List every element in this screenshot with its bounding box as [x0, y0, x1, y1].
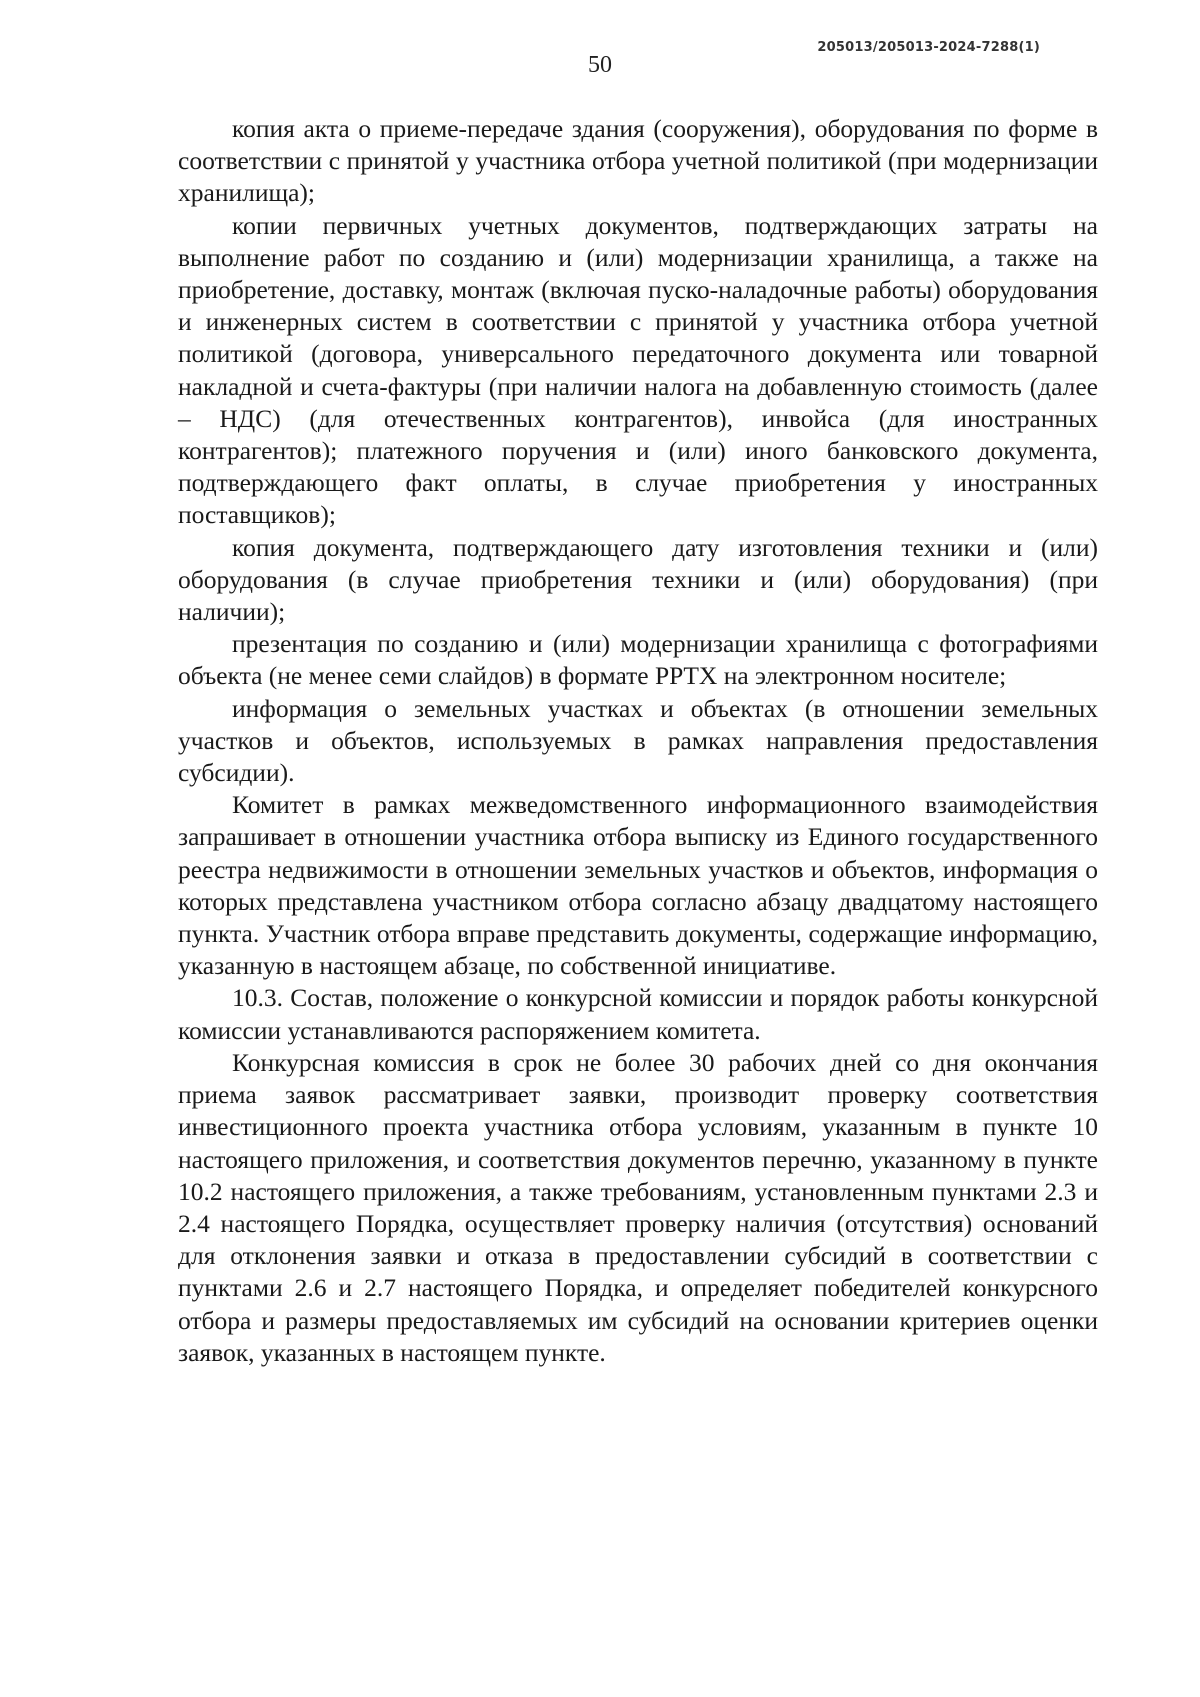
paragraph: копия акта о приеме-передаче здания (сооружения), оборудования по форме в соответствии с принятой у участника отбора учетной политикой (при модернизации хранилища); — [178, 114, 1098, 208]
paragraph: 10.3. Состав, положение о конкурсной комиссии и порядок работы конкурсной комиссии устанавливаются распоряжением комитета. — [178, 983, 1098, 1045]
paragraph: копии первичных учетных документов, подтверждающих затраты на выполнение работ по созданию и (или) модернизации хранилища, а также на приобретение, доставку, монтаж (включая пуско-наладочные работы) оборудования и инженерных систем в соответствии с принятой у участника отбора учетной политикой (договора, универсального передаточного документа или товарной накладной и счета-фактуры (при наличии налога на добавленную стоимость (далее – НДС) (для отечественных контрагентов), инвойса (для иностранных контрагентов); платежного поручения и (или) иного банковского документа, подтверждающего факт оплаты, в случае приобретения у иностранных поставщиков); — [178, 210, 1098, 530]
paragraph: презентация по созданию и (или) модернизации хранилища с фотографиями объекта (не менее семи слайдов) в формате PPTX на электронном носителе; — [178, 629, 1098, 691]
paragraph: Комитет в рамках межведомственного информационного взаимодействия запрашивает в отношении участника отбора выписку из Единого государственного реестра недвижимости в отношении земельных участков и объектов, информация о которых представлена участником отбора согласно абзацу двадцатому настоящего пункта. Участник отбора вправе представить документы, содержащие информацию, указанную в настоящем абзаце, по собственной инициативе. — [178, 790, 1098, 981]
paragraph: информация о земельных участках и объектах (в отношении земельных участков и объектов, используемых в рамках направления предоставления субсидии). — [178, 693, 1098, 788]
page-number: 50 — [588, 52, 612, 78]
paragraph: Конкурсная комиссия в срок не более 30 рабочих дней со дня окончания приема заявок рассматривает заявки, производит проверку соответствия инвестиционного проекта участника отбора условиям, указанным в пункте 10 настоящего приложения, и соответствия документов перечню, указанному в пункте 10.2 настоящего приложения, а также требованиям, установленным пунктами 2.3 и 2.4 настоящего Порядка, осуществляет проверку наличия (отсутствия) оснований для отклонения заявки и отказа в предоставлении субсидий в соответствии с пунктами 2.6 и 2.7 настоящего Порядка, и определяет победителей конкурсного отбора и размеры предоставляемых им субсидий на основании критериев оценки заявок, указанных в настоящем пункте. — [178, 1047, 1098, 1367]
document-id: 205013/205013-2024-7288(1) — [817, 40, 1040, 55]
document-body — [178, 113, 1098, 1369]
paragraph: копия документа, подтверждающего дату изготовления техники и (или) оборудования (в случае приобретения техники и (или) оборудования) (при наличии); — [178, 532, 1098, 627]
